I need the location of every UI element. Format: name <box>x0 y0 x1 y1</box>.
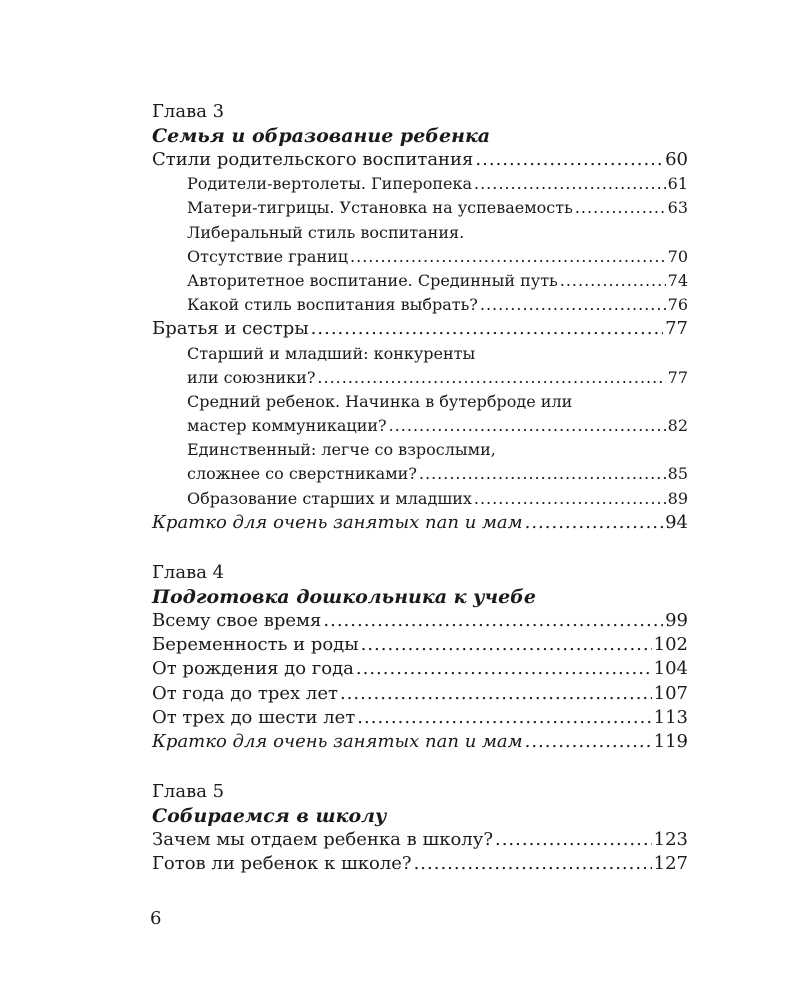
dot-leader <box>525 511 664 535</box>
dot-leader <box>474 487 666 511</box>
toc-entry-page: 77 <box>665 318 688 340</box>
toc-entry-summary[interactable] <box>152 511 688 535</box>
toc-entry-page: 94 <box>665 511 688 533</box>
toc-entry-page: 123 <box>653 829 688 851</box>
chapter-title: Подготовка дошкольника к учебе <box>152 586 536 608</box>
dot-leader <box>361 633 652 657</box>
toc-entry-page: 63 <box>667 198 688 218</box>
toc-subentry[interactable] <box>152 366 688 390</box>
dot-leader <box>414 852 652 876</box>
toc-entry-title: Авторитетное воспитание. Срединный путь <box>187 270 558 290</box>
toc-entry-page: 76 <box>667 295 688 315</box>
toc-entry-title: Родители-вертолеты. Гиперопека <box>187 174 472 194</box>
dot-leader <box>340 682 652 706</box>
toc-entry-title: От года до трех лет <box>152 682 338 704</box>
toc-entry[interactable] <box>152 706 688 730</box>
toc-subentry[interactable] <box>152 414 688 438</box>
toc-entry-page: 107 <box>653 682 688 704</box>
toc-entry-page: 61 <box>667 174 688 194</box>
toc-entry[interactable] <box>152 828 688 852</box>
chapter-label: Глава 4 <box>152 562 225 583</box>
chapter-4 <box>152 561 688 754</box>
toc-entry[interactable] <box>152 609 688 633</box>
chapter-title: Собираемся в школу <box>152 805 387 828</box>
chapter-title: Семья и образование ребенка <box>152 125 491 147</box>
dot-leader <box>475 148 663 172</box>
toc-entry-page: 104 <box>653 658 688 680</box>
toc-entry-title: Кратко для очень занятых пап и мам <box>152 511 523 533</box>
chapter-label: Глава 3 <box>152 101 225 122</box>
toc-entry-page: 119 <box>653 730 688 752</box>
toc-entry-title: или союзники? <box>187 367 316 387</box>
page-number: 6 <box>150 908 162 929</box>
toc-entry-page: 89 <box>667 488 688 508</box>
toc-entry[interactable] <box>152 852 688 876</box>
toc-entry-page: 74 <box>667 270 688 290</box>
toc-entry-title: Образование старших и младших <box>187 488 472 508</box>
table-of-contents <box>152 100 688 903</box>
toc-subentry[interactable] <box>152 196 688 220</box>
toc-entry-page: 60 <box>665 149 688 170</box>
toc-entry-title: От трех до шести лет <box>152 706 356 728</box>
toc-entry-title-first-line: Единственный: легче со взрослыми, <box>187 440 496 460</box>
toc-entry-summary[interactable] <box>152 730 688 754</box>
chapter-5 <box>152 780 688 876</box>
toc-entry-page: 102 <box>653 634 688 656</box>
toc-entry-title-first-line: Средний ребенок. Начинка в бутерброде или <box>187 391 573 411</box>
toc-entry-title-first-line: Либеральный стиль воспитания. <box>187 222 465 242</box>
toc-subentry[interactable] <box>152 462 688 486</box>
toc-entry-title: Беременность и роды <box>152 634 359 656</box>
dot-leader <box>317 366 665 390</box>
dot-leader <box>419 462 666 486</box>
toc-entry-title: Отсутствие границ <box>187 246 349 266</box>
dot-leader <box>323 609 663 633</box>
toc-subentry[interactable] <box>152 293 688 317</box>
toc-entry-title: сложнее со сверстниками? <box>187 464 417 484</box>
dot-leader <box>357 706 651 730</box>
toc-entry-page: 70 <box>667 246 688 266</box>
toc-entry-page: 113 <box>653 706 688 728</box>
toc-entry[interactable] <box>152 657 688 681</box>
toc-entry-page: 82 <box>667 416 688 436</box>
dot-leader <box>525 730 652 754</box>
dot-leader <box>480 293 666 317</box>
toc-entry-title: Братья и сестры <box>152 318 309 340</box>
toc-subentry[interactable] <box>152 245 688 269</box>
dot-leader <box>495 828 652 852</box>
chapter-label: Глава 5 <box>152 781 225 803</box>
toc-entry-title-first-line: Старший и младший: конкуренты <box>187 343 476 363</box>
toc-entry-title: Кратко для очень занятых пап и мам <box>152 730 523 752</box>
toc-entry[interactable] <box>152 633 688 657</box>
chapter-3 <box>152 100 688 535</box>
dot-leader <box>350 245 666 269</box>
dot-leader <box>575 196 666 220</box>
toc-entry-title: Готов ли ребенок к школе? <box>152 853 412 875</box>
toc-entry-title: От рождения до года <box>152 658 354 680</box>
toc-entry-title: Всему свое время <box>152 610 322 631</box>
toc-entry[interactable] <box>152 682 688 706</box>
dot-leader <box>474 172 666 196</box>
dot-leader <box>356 657 652 681</box>
toc-subentry[interactable] <box>152 269 688 293</box>
toc-entry-title: Какой стиль воспитания выбрать? <box>187 295 478 315</box>
dot-leader <box>311 317 663 341</box>
toc-subentry[interactable] <box>152 172 688 196</box>
toc-entry-page: 99 <box>665 610 688 631</box>
dot-leader <box>560 269 666 293</box>
toc-entry[interactable] <box>152 148 688 172</box>
toc-entry-title: мастер коммуникации? <box>187 416 387 436</box>
toc-entry-page: 127 <box>653 853 688 875</box>
toc-entry-page: 85 <box>667 464 688 484</box>
toc-entry[interactable] <box>152 317 688 341</box>
dot-leader <box>389 414 666 438</box>
toc-entry-page: 77 <box>667 367 688 387</box>
toc-subentry[interactable] <box>152 487 688 511</box>
toc-entry-title: Стили родительского воспитания <box>152 149 474 170</box>
toc-entry-title: Матери-тигрицы. Установка на успеваемость <box>187 198 573 218</box>
toc-entry-title: Зачем мы отдаем ребенка в школу? <box>152 829 493 851</box>
